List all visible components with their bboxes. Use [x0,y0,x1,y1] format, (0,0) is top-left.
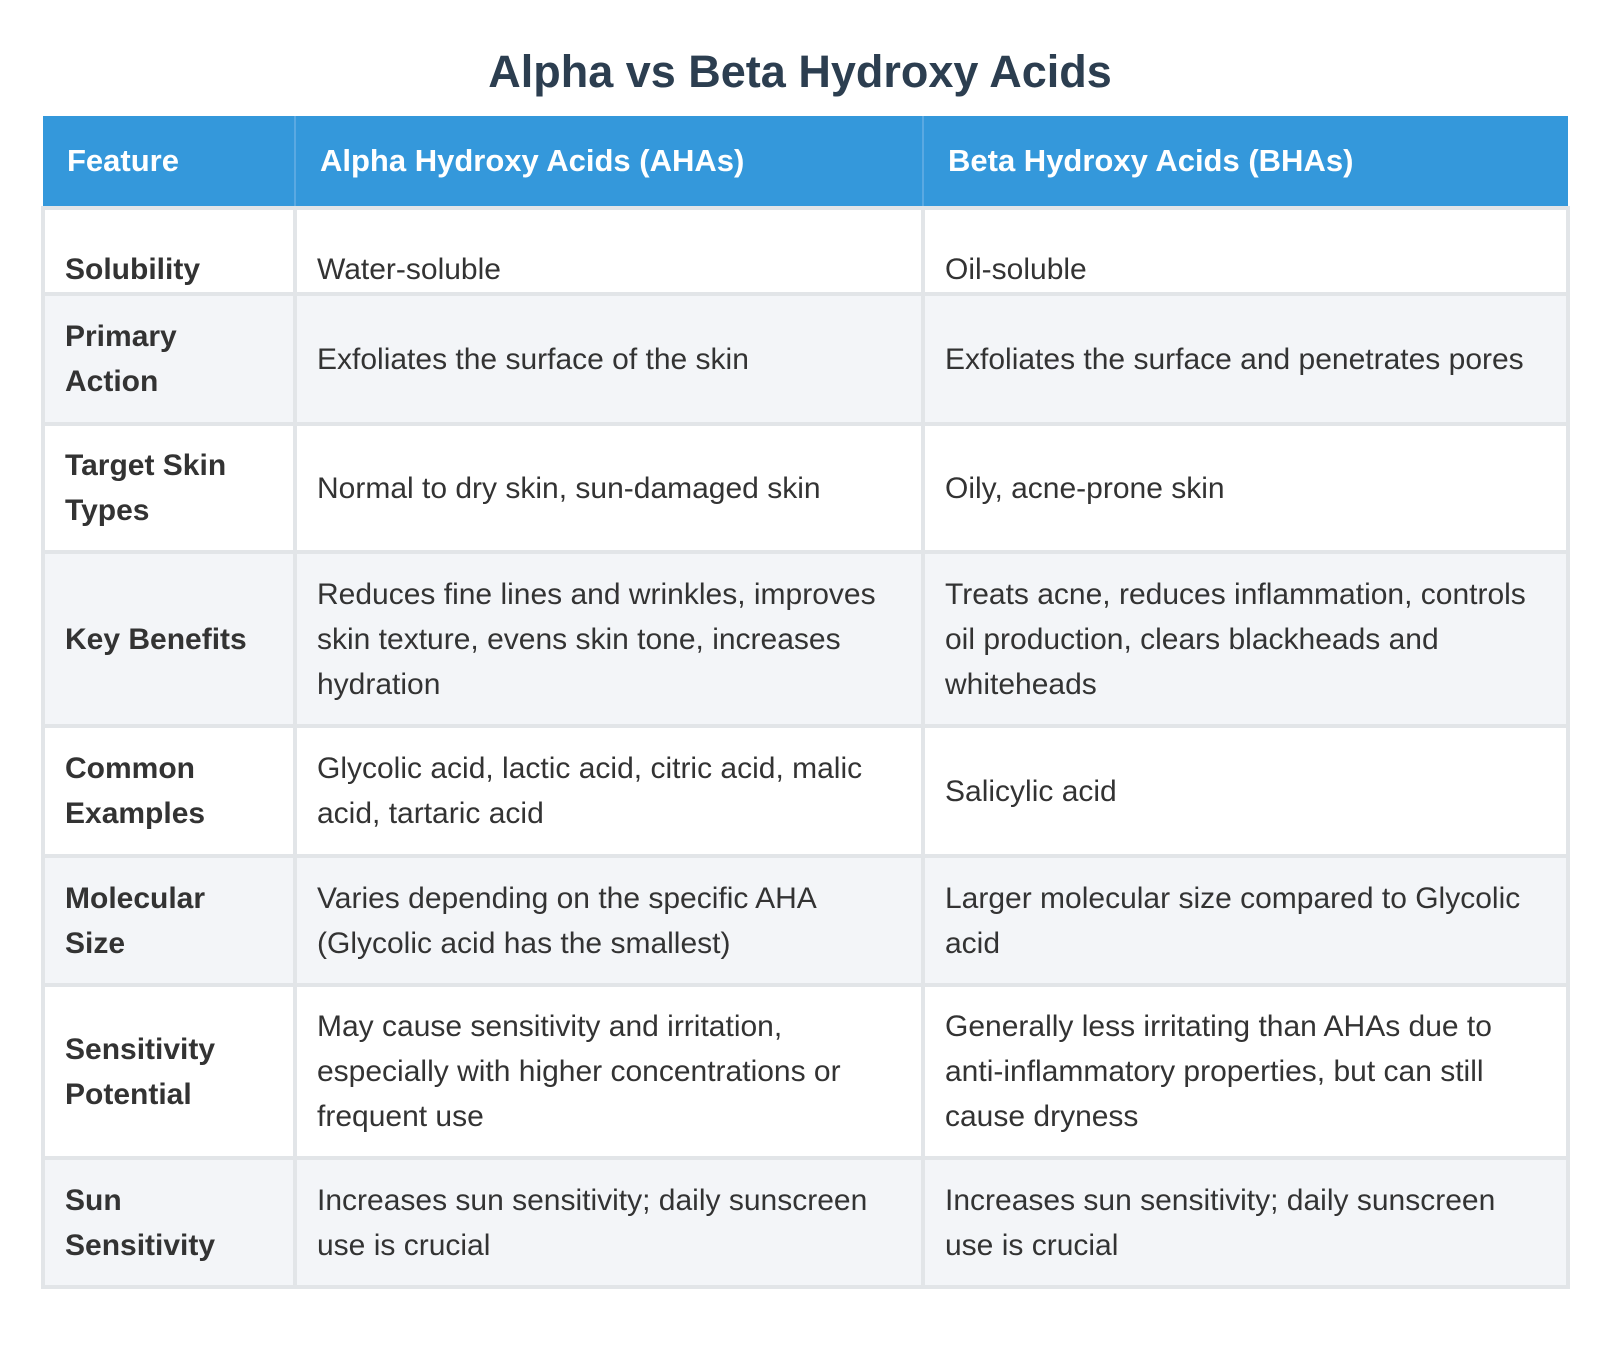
comparison-table [41,116,1570,1289]
feature-cell: Common Examples [43,726,295,856]
feature-cell: Sun Sensitivity [43,1158,295,1287]
header-row [43,116,1568,208]
table-row [43,552,1568,726]
feature-cell: Sensitivity Potential [43,985,295,1158]
page-title: Alpha vs Beta Hydroxy Acids [488,46,1112,97]
aha-cell: Normal to dry skin, sun-damaged skin [295,424,923,552]
aha-cell: Glycolic acid, lactic acid, citric acid, malic acid, tartaric acid [295,726,923,856]
bha-cell: Increases sun sensitivity; daily sunscreen use is crucial [923,1158,1568,1287]
aha-cell: Varies depending on the specific AHA (Glycolic acid has the smallest) [295,856,923,985]
table-body [43,208,1568,1287]
aha-cell: Reduces fine lines and wrinkles, improves skin texture, evens skin tone, increases hydration [295,552,923,726]
aha-cell: Exfoliates the surface of the skin [295,294,923,424]
aha-cell: May cause sensitivity and irritation, especially with higher concentrations or frequent use [295,985,923,1158]
feature-cell: Target Skin Types [43,424,295,552]
bha-cell: Oil-soluble [923,208,1568,294]
table-row [43,726,1568,856]
aha-cell: Water-soluble [295,208,923,294]
column-header-feature: Feature [43,116,295,208]
bha-cell: Salicylic acid [923,726,1568,856]
column-header-aha: Alpha Hydroxy Acids (AHAs) [295,116,923,208]
column-header-bha: Beta Hydroxy Acids (BHAs) [923,116,1568,208]
feature-cell: Molecular Size [43,856,295,985]
table-row [43,856,1568,985]
table-row [43,424,1568,552]
aha-cell: Increases sun sensitivity; daily sunscreen use is crucial [295,1158,923,1287]
bha-cell: Treats acne, reduces inflammation, controls oil production, clears blackheads and whiteheads [923,552,1568,726]
bha-cell: Oily, acne-prone skin [923,424,1568,552]
table-row [43,294,1568,424]
table-row [43,208,1568,294]
feature-cell: Key Benefits [43,552,295,726]
feature-cell: Solubility [43,208,295,294]
bha-cell: Exfoliates the surface and penetrates pores [923,294,1568,424]
bha-cell: Larger molecular size compared to Glycolic acid [923,856,1568,985]
feature-cell: Primary Action [43,294,295,424]
table-header [43,116,1568,208]
bha-cell: Generally less irritating than AHAs due to anti-inflammatory properties, but can still cause dryness [923,985,1568,1158]
table-row [43,985,1568,1158]
table-row [43,1158,1568,1287]
